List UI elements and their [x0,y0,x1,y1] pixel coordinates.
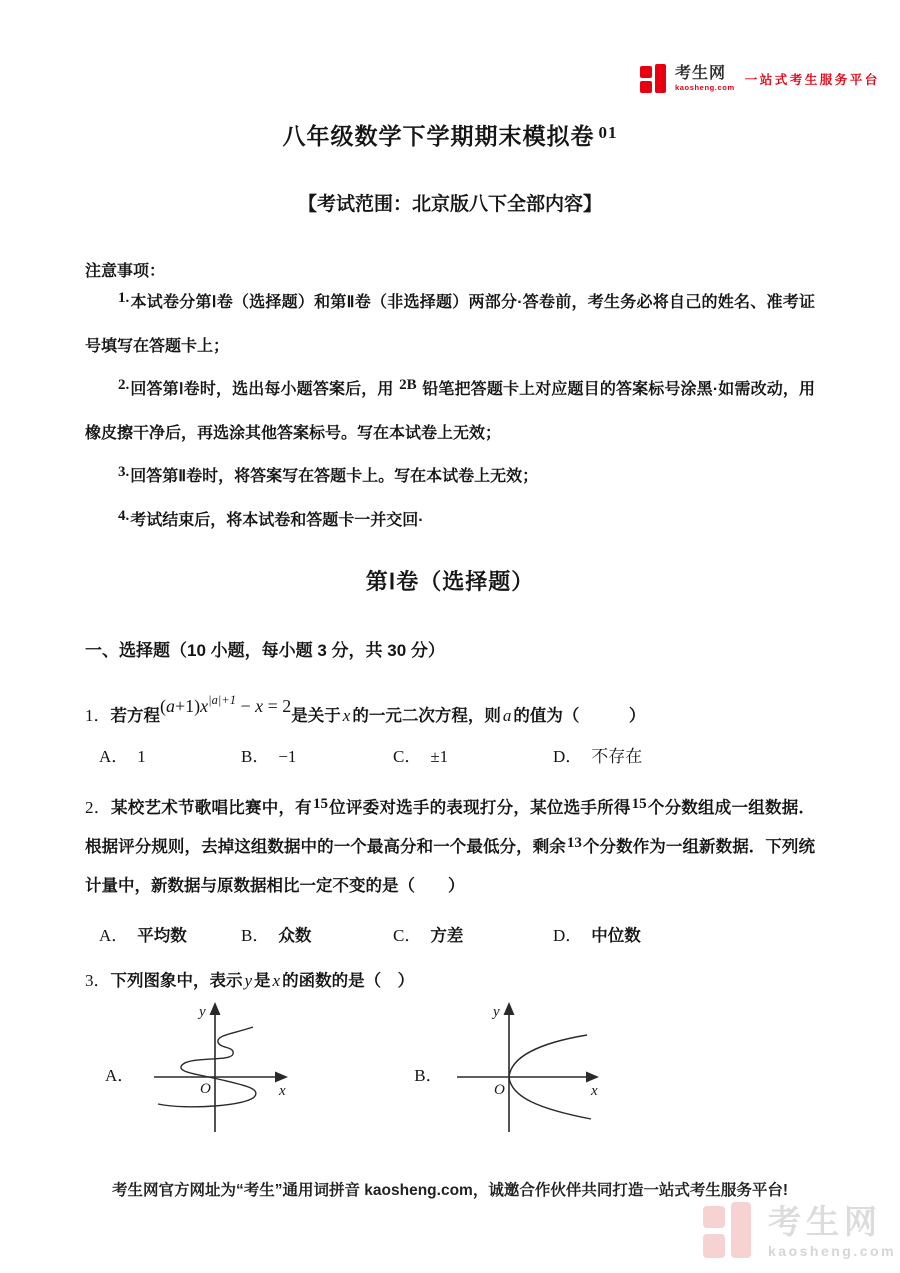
text-segment: 考试结束后，将本试卷和答题卡一并交回· [130,512,424,529]
q2-option-b-text: 众数 [278,927,312,945]
text-segment: |a|+1 [208,693,236,707]
figure-a-label: A． [105,1066,135,1085]
note-item-4 [85,499,815,543]
question-3-figures [85,999,815,1134]
text-segment: 位评委对选手的表现打分，某位选手所得 [328,799,631,817]
q2-option-b [241,921,393,946]
text-segment: x [342,706,351,725]
y-axis-arrow-icon [503,1002,514,1015]
note-item-3 [85,455,815,499]
text-segment: x [255,696,264,716]
figure-b-y-label: y [492,1004,500,1020]
question-1-options [85,742,815,767]
q2-option-d-text: 中位数 [591,927,641,945]
x-axis-arrow-icon [586,1072,599,1083]
choice-section-heading: 一、选择题（10 小题，每小题 3 分，共 30 分） [85,641,445,660]
q1-option-c [393,742,553,767]
question-2-options [85,921,815,946]
q1-option-a-letter: A． [99,747,129,766]
text-segment: 15 [631,796,647,812]
x-axis-arrow-icon [275,1072,288,1083]
text-segment: 的函数的是（ ） [282,972,415,990]
text-segment: y [244,971,253,990]
text-segment: 是关于 [291,707,341,725]
text-segment: 回答第Ⅱ卷时，将答案写在答题卡上。写在本试卷上无效； [130,468,539,485]
text-segment: 2B [399,377,417,393]
logo-domain: kaosheng.com [675,83,735,93]
text-segment: 的值为（ ） [513,707,646,725]
q1-option-c-text: ±1 [430,747,449,766]
exam-title [85,118,815,151]
text-segment: x [272,971,281,990]
text-segment: a [502,706,512,725]
footer-text: 考生网官方网址为“考生”通用词拼音 kaosheng.com，诚邀合作伙伴共同打造一站式考生服务平台! [111,1182,788,1199]
question-1-text [85,691,815,726]
q2-option-a [99,921,241,946]
q2-option-a-letter: A． [99,926,129,945]
text-segment: 本试卷分第Ⅰ卷（选择题）和第Ⅱ卷（非选择题）两部分·答卷前，考生务必将自己的姓名、准考证号填写在答题卡上； [85,294,815,355]
q1-option-a [99,742,241,767]
q2-option-a-text: 平均数 [137,927,187,945]
q2-option-d [553,921,815,946]
watermark-h-blocks-icon [703,1202,759,1260]
q1-option-b-text: −1 [278,747,297,766]
figure-a-x-label: x [279,1083,286,1099]
text-segment: 1． [85,706,111,725]
logo-tagline: 一站式考生服务平台 [744,73,880,87]
text-segment: = 2 [263,696,292,716]
note-item-1 [85,281,815,368]
text-segment: 1. [118,290,130,306]
kaosheng-h-blocks-icon [640,64,670,94]
kaosheng-logo [640,64,880,94]
q2-option-b-letter: B． [241,926,270,945]
q1-option-b-letter: B． [241,747,270,766]
q1-option-d-letter: D． [553,747,583,766]
figure-a-y-label: y [199,1004,206,1020]
kaosheng-watermark [703,1202,896,1260]
text-segment: 3． [85,971,111,990]
q1-option-d-text: 不存在 [591,747,643,766]
exam-title-text: 八年级数学下学期期末模拟卷 [282,123,595,149]
text-segment: 下列图象中，表示 [110,972,243,990]
text-segment: x [200,696,209,716]
q2-option-d-letter: D． [553,926,583,945]
text-segment: +1) [175,696,201,716]
figure-b-origin-label: O [493,1082,505,1098]
exam-title-number: 01 [598,123,618,142]
figure-a-wavy-curve-graph [138,999,298,1134]
logo-brand-name: 考生网 [675,65,727,83]
text-segment: 2. [118,377,130,393]
q2-option-c-letter: C． [393,926,422,945]
text-segment: 个分数作为一组新数据．下列统计量中，新数据与原数据相比一定不变的是（ ） [85,838,816,895]
notes-heading: 注意事项： [85,263,166,280]
figure-b-label: B． [414,1066,443,1085]
text-segment: 3. [118,464,130,480]
q1-option-c-letter: C． [393,747,422,766]
q2-option-c-text: 方差 [430,927,464,945]
text-segment: 2． [85,798,111,817]
watermark-domain: kaosheng.com [768,1242,897,1259]
text-segment: 4. [118,508,130,524]
section1-heading: 第Ⅰ卷（选择题） [365,569,535,594]
text-segment: 的一元二次方程，则 [352,707,501,725]
watermark-text-column [768,1202,897,1259]
text-segment: ( [160,696,166,716]
text-segment: 个分数组成一组数据．根据评分规则，去掉这组数据中的一个最高分和一个最低分，剩余 [85,799,816,856]
q1-option-a-text: 1 [137,747,146,766]
text-segment: 15 [312,796,328,812]
question-2-text [85,789,815,905]
text-segment: − [235,696,256,716]
exam-scope: 【考试范围：北京版八下全部内容】 [297,194,602,215]
logo-text-column [675,66,735,92]
q2-option-c [393,921,553,946]
question-3-text [85,966,815,991]
figure-a-origin-label: O [200,1081,212,1097]
figure-b-x-label: x [590,1083,598,1099]
q1-option-d [553,742,815,767]
text-segment: 13 [566,835,582,851]
text-segment: 铅笔把答题卡上对应题目的答案标号涂黑·如需改动，用橡皮擦干净后，再选涂其他答案标号。写在本试卷上无效； [85,381,815,442]
text-segment: 是 [254,972,271,990]
watermark-brand: 考生网 [768,1202,882,1240]
text-segment: 回答第Ⅰ卷时，选出每小题答案后，用 [130,381,399,398]
text-segment: 某校艺术节歌唱比赛中，有 [111,799,312,817]
text-segment: a [166,696,175,716]
y-axis-arrow-icon [210,1002,221,1015]
text-segment: 若方程 [110,707,160,725]
q1-option-b [241,742,393,767]
figure-b-sideways-parabola-graph [447,999,607,1134]
note-item-2 [85,368,815,455]
